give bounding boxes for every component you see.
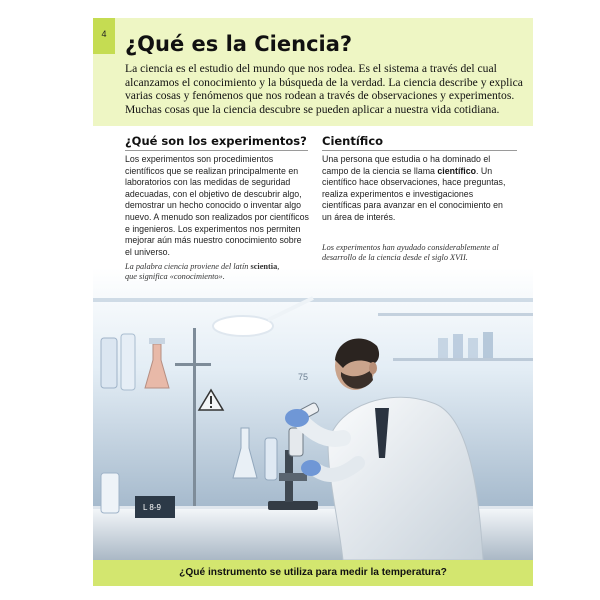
etymology-term: scientia [250, 262, 278, 271]
scientist-heading: Científico [322, 134, 384, 148]
etymology-caption-prefix: La palabra ciencia proviene del latín [125, 262, 249, 271]
photo-gauge: 75 [298, 372, 309, 382]
etymology-caption [125, 262, 285, 283]
experiments-heading-rule [125, 150, 308, 151]
scientist-paragraph [322, 154, 514, 224]
experiments-paragraph: Los experimentos son procedimientos científicos que se realizan principalmente en laboratorios con las medidas de seguridad adecuadas, con el objetivo de descubrir algo, demostrar un hecho conocido o inventar algo nuevo. A menudo son realizados por científicos e ingenieros. Los experimentos nos permiten mejorar aún más nuestro conocimiento sobre el universo. [125, 154, 309, 257]
scientist-term: científico [437, 165, 477, 176]
laboratory-photo [93, 268, 533, 560]
page-number: 4 [101, 29, 107, 39]
page-title: ¿Qué es la Ciencia? [125, 32, 353, 56]
experiments-history-caption: Los experimentos han ayudado considerablemente al desarrollo de la ciencia desde el siglo XVII. [322, 243, 499, 263]
scientist-paragraph-suffix: . Un científico hace observaciones, hace preguntas, realiza experimentos e investigaciones científicas para avanzar en el conocimiento en un área de interés. [322, 165, 506, 222]
textbook-page [93, 18, 533, 586]
footer-question: ¿Qué instrumento se utiliza para medir la temperatura? [179, 567, 447, 578]
photo-box-label: L 8-9 [143, 503, 161, 512]
scientist-paragraph-prefix: Una persona que estudia o ha dominado el campo de la ciencia se llama [322, 154, 491, 176]
experiments-heading: ¿Qué son los experimentos? [125, 134, 307, 148]
intro-paragraph: La ciencia es el estudio del mundo que nos rodea. Es el sistema a través del cual alcanzamos el conocimiento y la búsqueda de la verdad. La ciencia describe y explica varias cosas y fenómenos que nos rodean a través de observaciones y experimentos. Muchas cosas que la ciencia descubre se pueden aplicar a nuestra vida cotidiana. [125, 62, 523, 116]
etymology-caption-suffix: , que significa «conocimiento». [125, 262, 280, 282]
scientist-heading-rule [322, 150, 517, 151]
question-band [93, 560, 533, 586]
